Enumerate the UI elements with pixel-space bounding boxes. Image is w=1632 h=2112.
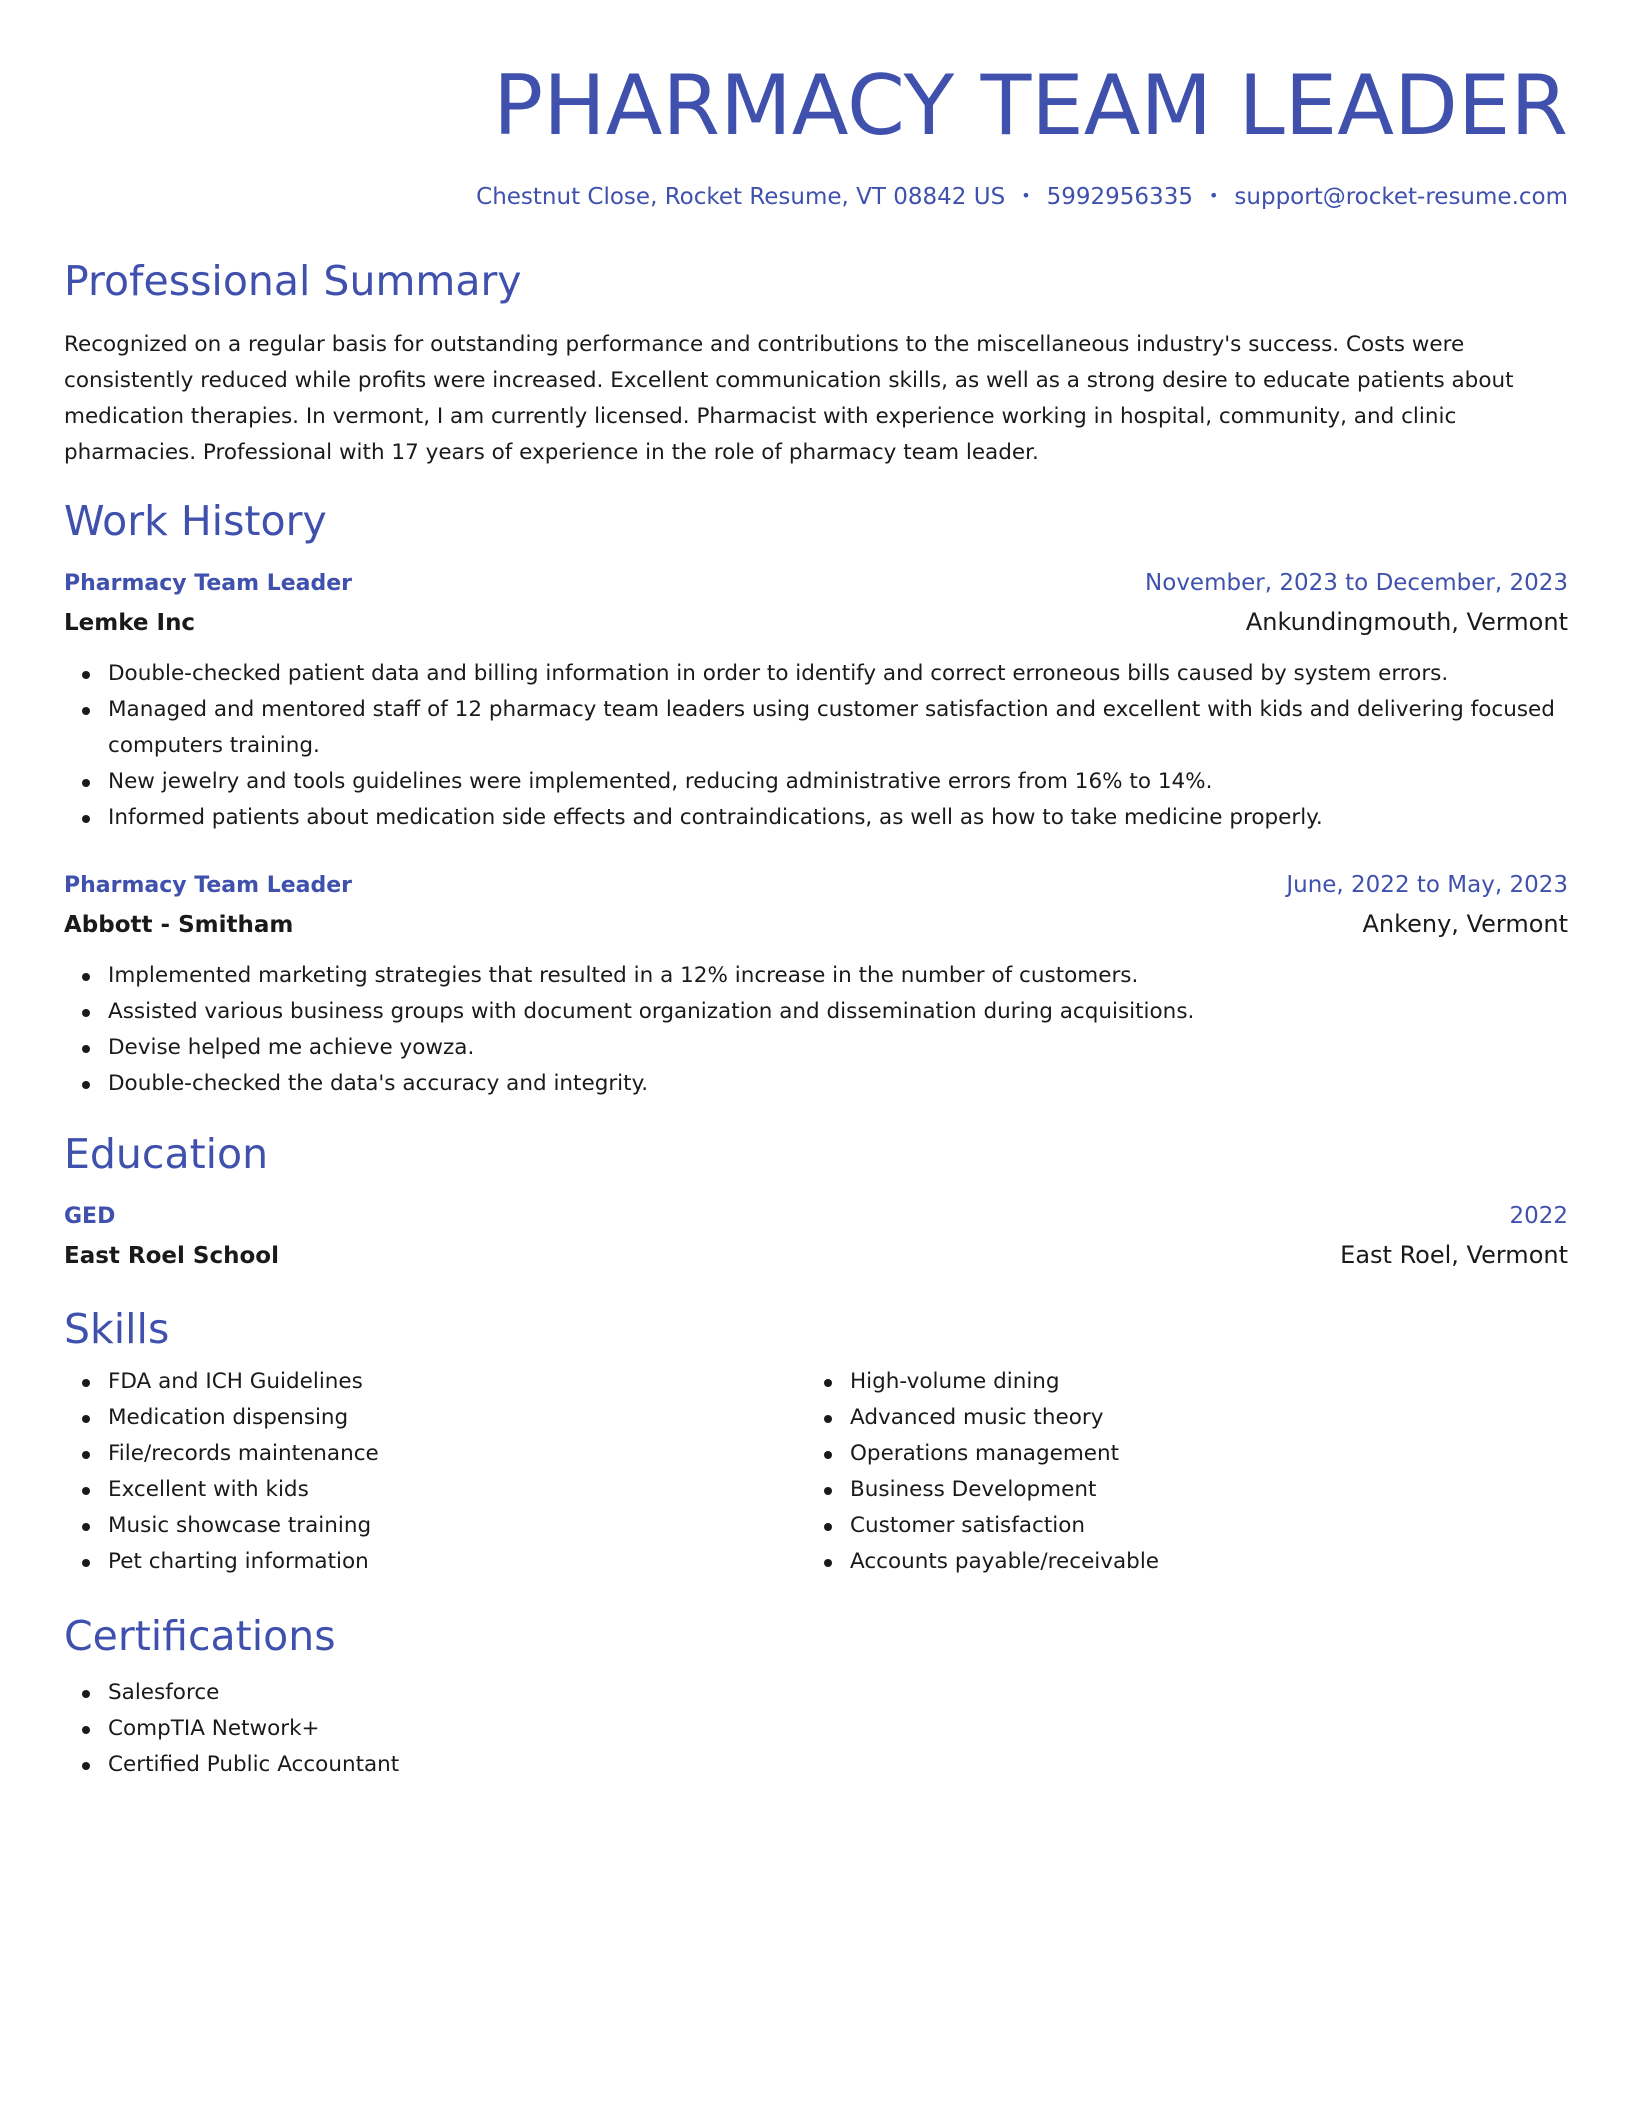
certification-item: Salesforce [108, 1675, 1568, 1711]
job-entry [64, 564, 1568, 836]
list-item: Managed and mentored staff of 12 pharmacy team leaders using customer satisfaction and excellent with kids and delivering focused computers training. [108, 692, 1568, 764]
job-location: Ankeny, Vermont [1362, 909, 1568, 938]
section-title-summary: Professional Summary [64, 257, 522, 306]
resume-header [64, 58, 1568, 213]
school-name: East Roel School [64, 1242, 279, 1269]
school-location: East Roel, Vermont [1340, 1240, 1568, 1269]
phone: 5992956335 [1046, 184, 1193, 211]
separator-dot: • [1021, 186, 1031, 206]
skill-item: Pet charting information [108, 1544, 806, 1580]
section-title-work-history: Work History [64, 496, 327, 545]
skills-list-left [64, 1364, 806, 1580]
list-item: Informed patients about medication side effects and contraindications, as well as how to take medicine properly. [108, 800, 1568, 836]
list-item: New jewelry and tools guidelines were implemented, reducing administrative errors from 16% to 14%. [108, 764, 1568, 800]
job-title: Pharmacy Team Leader [64, 872, 353, 898]
summary-text: Recognized on a regular basis for outstanding performance and contributions to the miscellaneous industry's success. Costs were consistently reduced while profits were increased. Excellent communication skills, as well as a strong desire to educate patients about medication therapies. In vermont, I am currently licensed. Pharmacist with experience working in hospital, community, and clinic pharmacies. Professional with 17 years of experience in the role of pharmacy team leader. [64, 331, 1514, 465]
job-title-heading: PHARMACY TEAM LEADER [493, 57, 1568, 154]
job-bullet-list [64, 656, 1568, 836]
certification-item: CompTIA Network+ [108, 1711, 1568, 1747]
skills-grid [64, 1364, 1568, 1580]
list-item: Assisted various business groups with document organization and dissemination during acquisitions. [108, 994, 1568, 1030]
skill-item: Customer satisfaction [850, 1508, 1548, 1544]
skill-item: File/records maintenance [108, 1436, 806, 1472]
skill-item: Business Development [850, 1472, 1548, 1508]
job-dates: June, 2022 to May, 2023 [1286, 871, 1568, 898]
skill-item: Operations management [850, 1436, 1548, 1472]
job-dates: November, 2023 to December, 2023 [1145, 569, 1568, 596]
skill-item: Accounts payable/receivable [850, 1544, 1548, 1580]
job-title: Pharmacy Team Leader [64, 570, 353, 596]
address: Chestnut Close, Rocket Resume, VT 08842 US [476, 184, 1006, 211]
skill-item: Music showcase training [108, 1508, 806, 1544]
separator-dot: • [1208, 186, 1219, 206]
education-entry [64, 1197, 1568, 1275]
job-entry [64, 866, 1568, 1102]
section-title-education: Education [64, 1129, 269, 1178]
certifications-list [64, 1675, 1568, 1783]
section-title-skills: Skills [64, 1304, 170, 1353]
section-title-certifications: Certifications [64, 1612, 336, 1661]
skill-item: Excellent with kids [108, 1472, 806, 1508]
skills-list-right [806, 1364, 1548, 1580]
company-name: Abbott - Smitham [64, 911, 294, 938]
company-name: Lemke Inc [64, 609, 196, 636]
list-item: Devise helped me achieve yowza. [108, 1030, 1568, 1066]
email-link[interactable]: support@rocket-resume.com [1234, 184, 1568, 211]
skill-item: High-volume dining [850, 1364, 1548, 1400]
job-bullet-list [64, 958, 1568, 1102]
job-location: Ankundingmouth, Vermont [1245, 607, 1568, 636]
list-item: Double-checked the data's accuracy and integrity. [108, 1066, 1568, 1102]
skill-item: Advanced music theory [850, 1400, 1548, 1436]
degree: GED [64, 1203, 116, 1229]
list-item: Double-checked patient data and billing information in order to identify and correct erroneous bills caused by system errors. [108, 656, 1568, 692]
certification-item: Certified Public Accountant [108, 1747, 1568, 1783]
list-item: Implemented marketing strategies that resulted in a 12% increase in the number of customers. [108, 958, 1568, 994]
contact-line [64, 183, 1568, 213]
graduation-year: 2022 [1509, 1202, 1568, 1229]
skill-item: FDA and ICH Guidelines [108, 1364, 806, 1400]
skill-item: Medication dispensing [108, 1400, 806, 1436]
